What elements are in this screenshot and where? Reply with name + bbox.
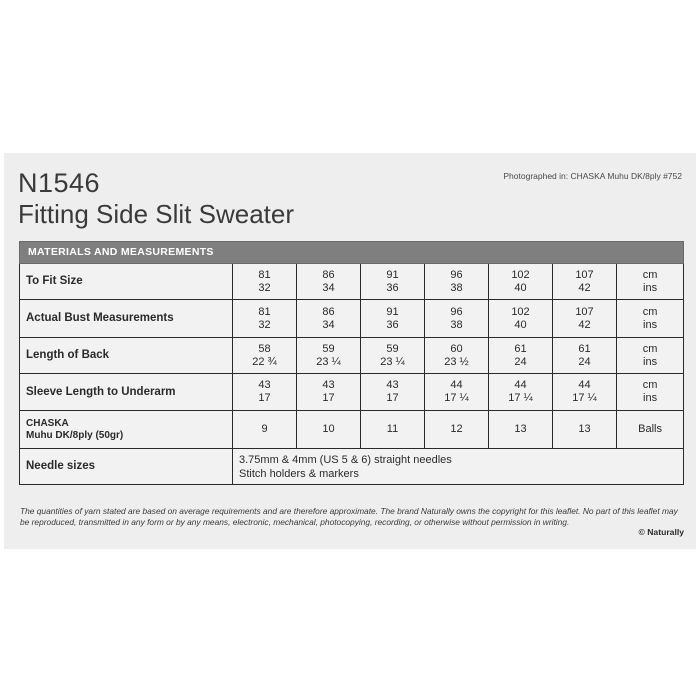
balls-cell: 12: [425, 411, 489, 449]
photographed-in-note: Photographed in: CHASKA Muhu DK/8ply #752: [503, 171, 682, 181]
unit-cell: cm ins: [617, 300, 684, 338]
size-cell: 59 23 ¼: [361, 338, 425, 374]
size-cell: 44 17 ¼: [553, 374, 617, 411]
balls-cell: 11: [361, 411, 425, 449]
balls-cell: 9: [233, 411, 297, 449]
size-cell: 43 17: [233, 374, 297, 411]
size-cell: 102 40: [489, 264, 553, 300]
yarn-label: CHASKA Muhu DK/8ply (50gr): [20, 411, 233, 449]
size-cell: 59 23 ¼: [297, 338, 361, 374]
balls-cell: 10: [297, 411, 361, 449]
size-cell: 107 42: [553, 300, 617, 338]
table-row: [20, 264, 684, 300]
table-row: [20, 411, 684, 449]
size-cell: 81 32: [233, 264, 297, 300]
size-cell: 96 38: [425, 300, 489, 338]
unit-cell: cm ins: [617, 264, 684, 300]
size-cell: 86 34: [297, 300, 361, 338]
size-cell: 81 32: [233, 300, 297, 338]
row-label: Actual Bust Measurements: [20, 300, 233, 338]
needle-details: 3.75mm & 4mm (US 5 & 6) straight needles Stitch holders & markers: [233, 449, 684, 485]
materials-header: MATERIALS AND MEASUREMENTS: [20, 242, 684, 264]
size-cell: 44 17 ¼: [425, 374, 489, 411]
size-cell: 86 34: [297, 264, 361, 300]
row-label: Sleeve Length to Underarm: [20, 374, 233, 411]
size-cell: 102 40: [489, 300, 553, 338]
size-cell: 107 42: [553, 264, 617, 300]
table-row: [20, 449, 684, 485]
size-cell: 60 23 ½: [425, 338, 489, 374]
materials-table: [19, 241, 684, 485]
size-cell: 91 36: [361, 264, 425, 300]
balls-cell: 13: [489, 411, 553, 449]
table-row: [20, 338, 684, 374]
size-cell: 43 17: [297, 374, 361, 411]
unit-cell: Balls: [617, 411, 684, 449]
size-cell: 91 36: [361, 300, 425, 338]
copyright-disclaimer: The quantities of yarn stated are based on average requirements and are therefore approximate. The brand Naturally owns the copyright for this leaflet. No part of this leaflet may be reproduced, transmitted in any form or by any means, electronic, mechanical, photocopying, recording, or otherwise without permission in writing.: [20, 506, 678, 527]
size-cell: 61 24: [489, 338, 553, 374]
row-label: To Fit Size: [20, 264, 233, 300]
size-cell: 61 24: [553, 338, 617, 374]
pattern-title: Fitting Side Slit Sweater: [18, 199, 295, 229]
size-cell: 44 17 ¼: [489, 374, 553, 411]
balls-cell: 13: [553, 411, 617, 449]
row-label: Length of Back: [20, 338, 233, 374]
unit-cell: cm ins: [617, 338, 684, 374]
table-row: [20, 374, 684, 411]
size-cell: 96 38: [425, 264, 489, 300]
size-cell: 43 17: [361, 374, 425, 411]
unit-cell: cm ins: [617, 374, 684, 411]
brand-copyright: © Naturally: [638, 527, 684, 537]
needle-label: Needle sizes: [20, 449, 233, 485]
size-cell: 58 22 ¾: [233, 338, 297, 374]
table-row: [20, 300, 684, 338]
pattern-code: N1546: [18, 168, 101, 198]
